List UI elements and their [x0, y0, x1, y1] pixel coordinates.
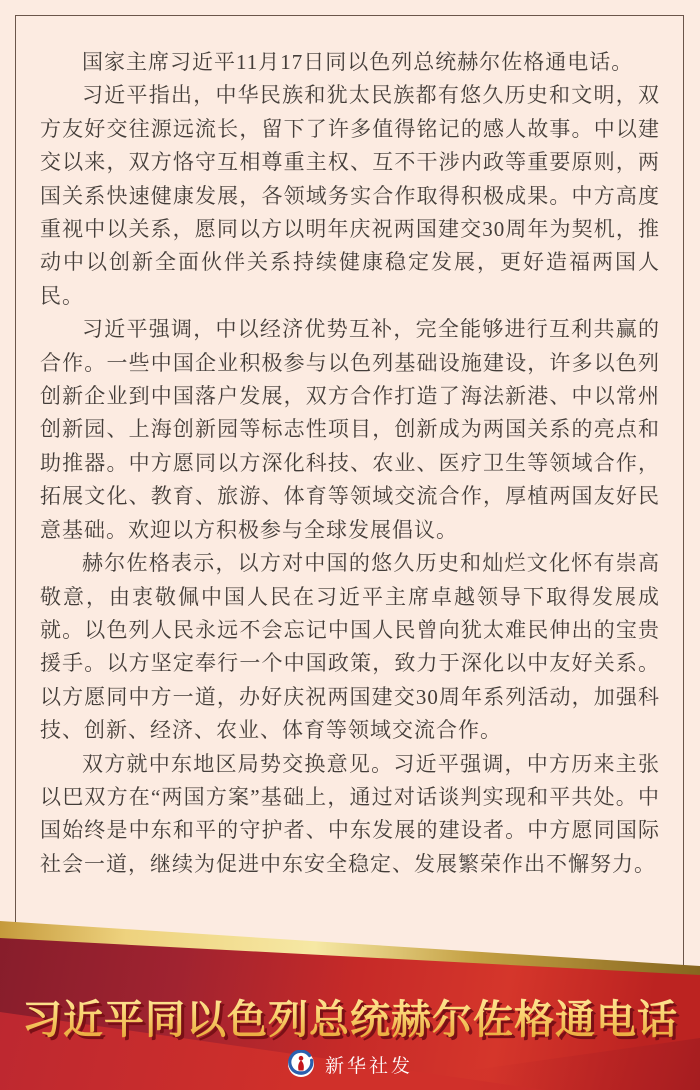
article-paragraph: 习近平强调，中以经济优势互补，完全能够进行互利共赢的合作。一些中国企业积极参与以色列基础设施建设，许多以色列创新企业到中国落户发展，双方合作打造了海法新港、中以常州创新园、上海创新园等标志性项目，创新成为两国关系的亮点和助推器。中方愿同以方深化科技、农业、医疗卫生等领域合作，拓展文化、教育、旅游、体育等领域交流合作，厚植两国友好民意基础。欢迎以方积极参与全球发展倡议。: [40, 317, 660, 542]
credit-row: [0, 1048, 700, 1080]
xinhua-logo-icon: [287, 1050, 315, 1078]
bottom-banner: [0, 900, 700, 1090]
article-paragraph: 习近平指出，中华民族和犹太民族都有悠久历史和文明，双方友好交往源远流长，留下了许多值得铭记的感人故事。中以建交以来，双方恪守互相尊重主权、互不干涉内政等重要原则，两国关系快速健康发展，各领域务实合作取得积极成果。中方高度重视中以关系，愿同以方以明年庆祝两国建交30周年为契机，推动中以创新全面伙伴关系持续健康稳定发展，更好造福两国人民。: [40, 83, 660, 308]
credit-label: 新华社发: [324, 1055, 413, 1077]
article-paragraph: 赫尔佐格表示，以方对中国的悠久历史和灿烂文化怀有崇高敬意，由衷敬佩中国人民在习近平主席卓越领导下取得发展成就。以色列人民永远不会忘记中国人民曾向犹太难民伸出的宝贵援手。以方坚定奉行一个中国政策，致力于深化以中友好关系。以方愿同中方一道，办好庆祝两国建交30周年系列活动，加强科技、创新、经济、农业、体育等领域交流合作。: [40, 551, 660, 743]
banner-title: [0, 988, 700, 1045]
article-paragraph: 国家主席习近平11月17日同以色列总统赫尔佐格通电话。: [82, 50, 634, 74]
article-body: [40, 46, 660, 881]
banner-title-text: 习近平同以色列总统赫尔佐格通电话: [22, 988, 678, 1045]
article-paragraph: 双方就中东地区局势交换意见。习近平强调，中方历来主张以巴双方在“两国方案”基础上，通过对话谈判实现和平共处。中国始终是中东和平的守护者、中东发展的建设者。中方愿同国际社会一道，继续为促进中东安全稳定、发展繁荣作出不懈努力。: [40, 751, 660, 876]
